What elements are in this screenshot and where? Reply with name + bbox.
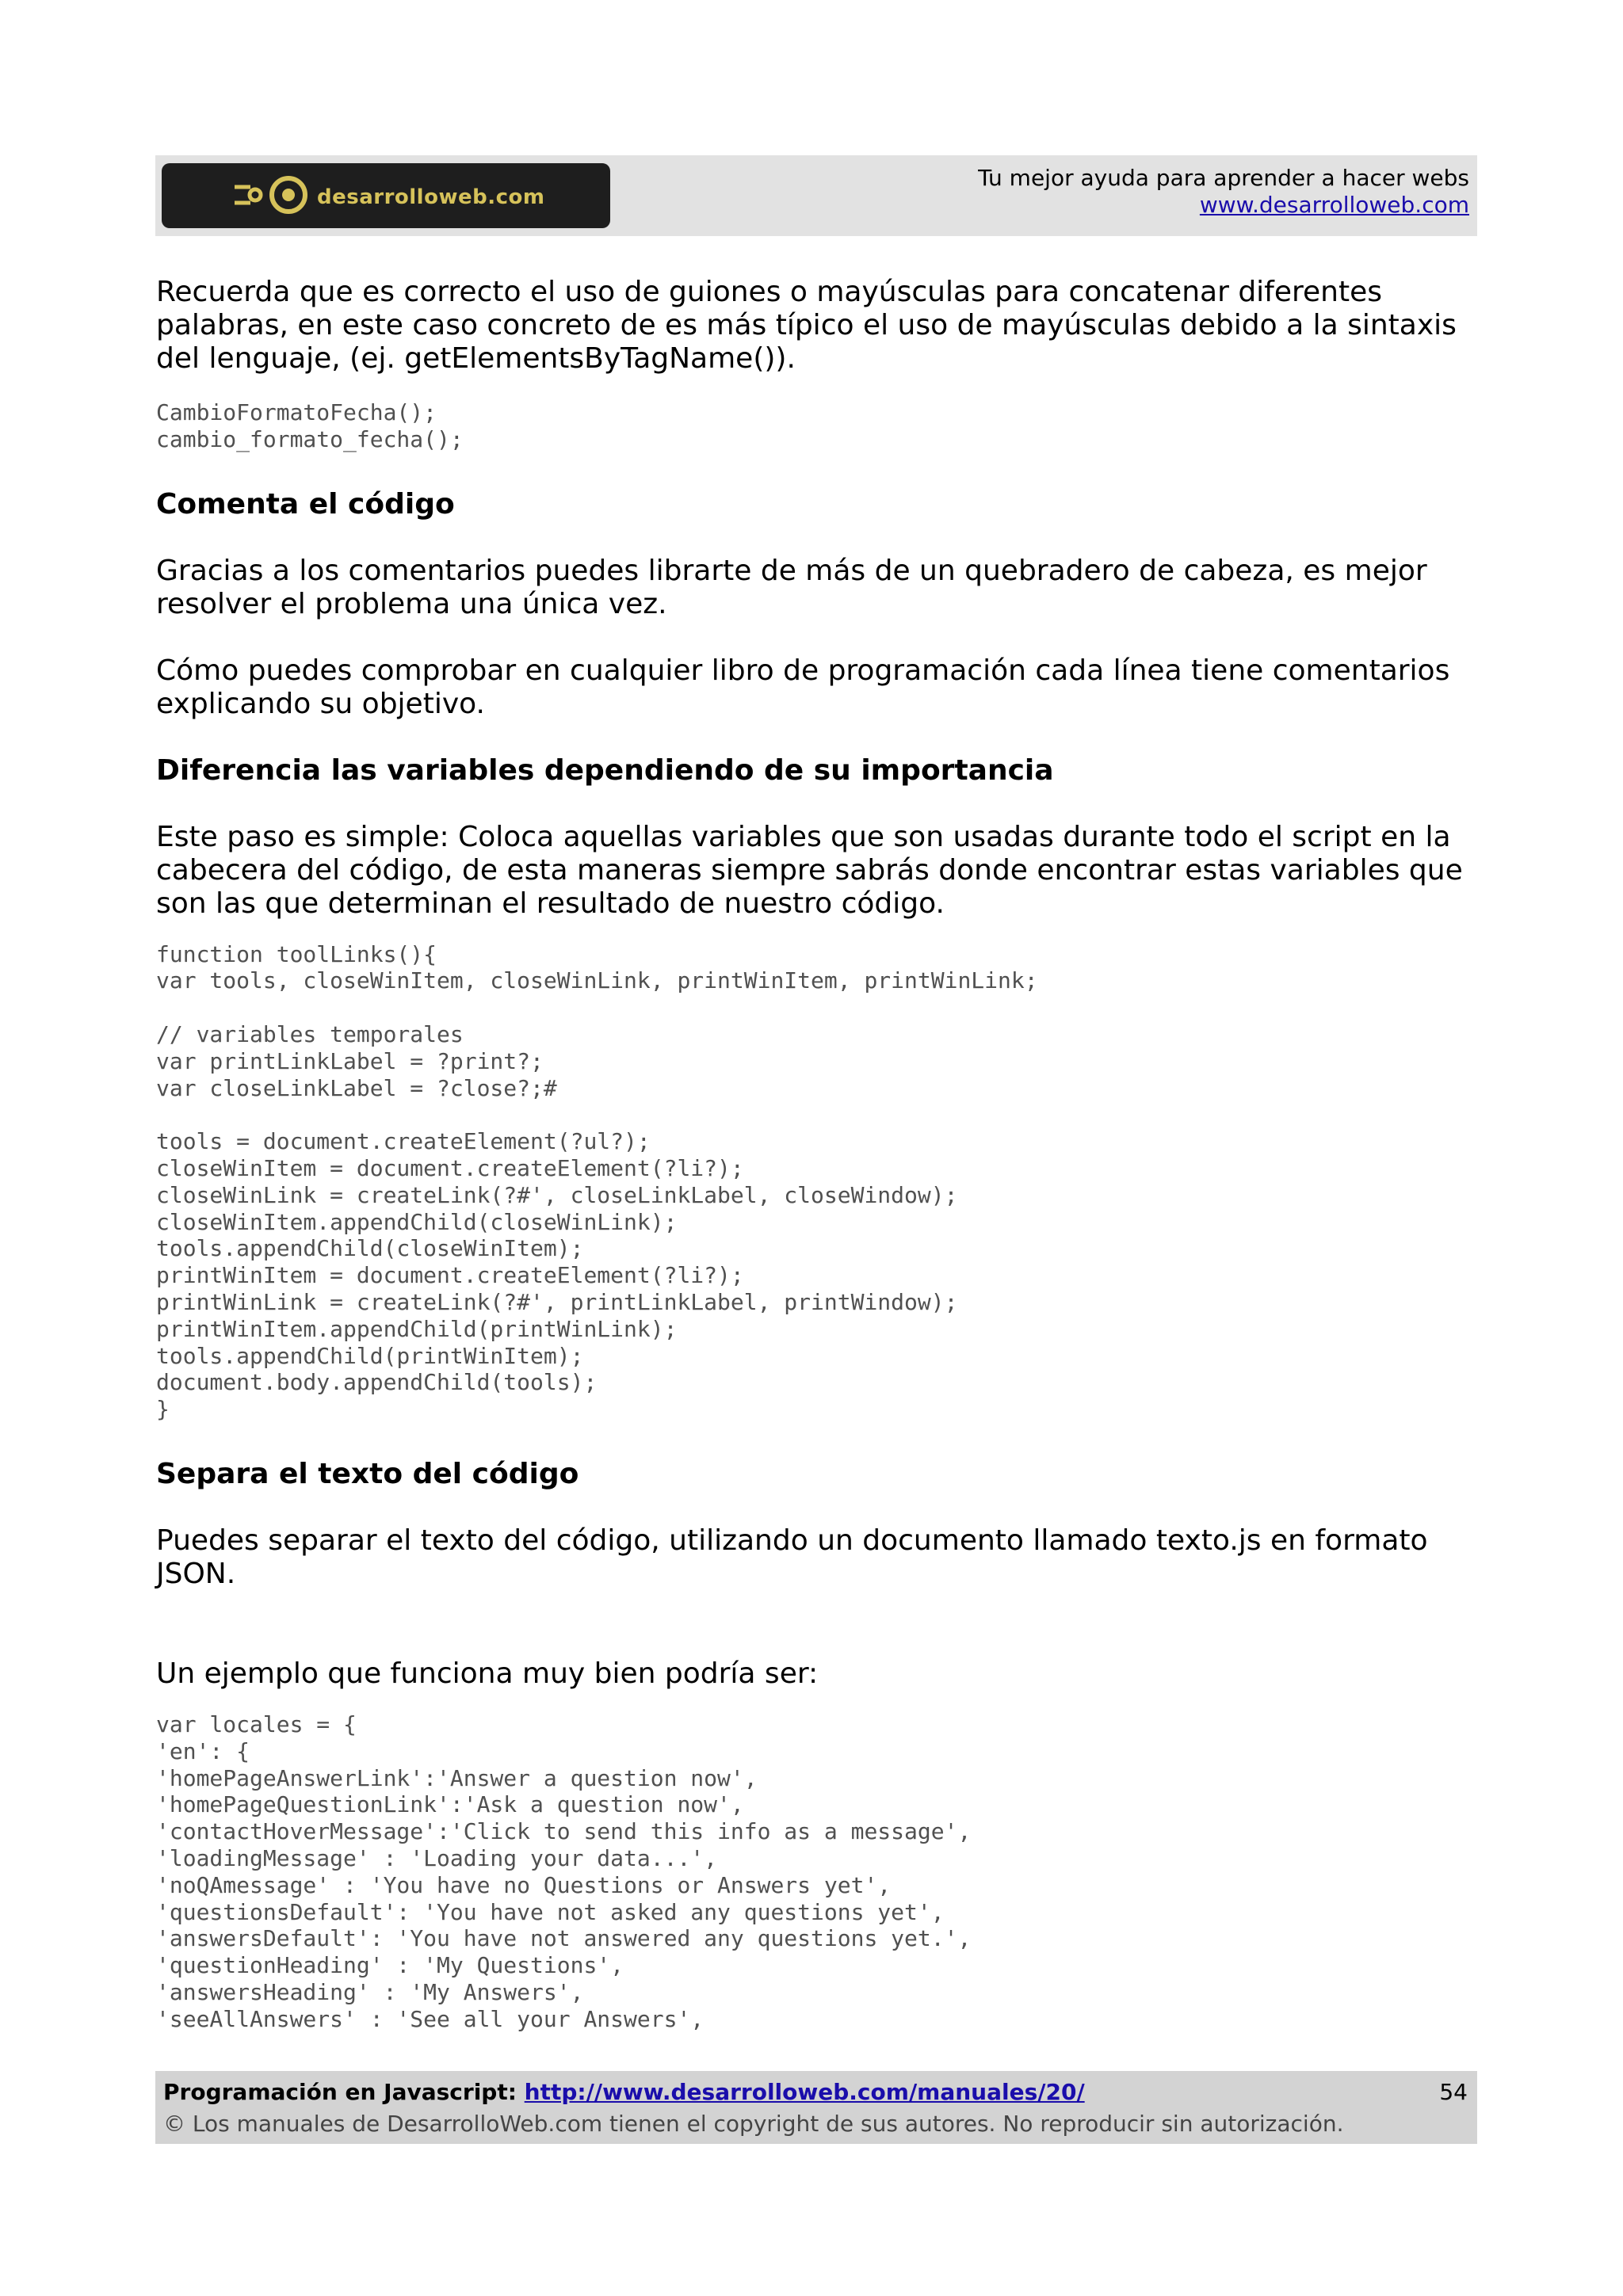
code-block: function toolLinks(){ var tools, closeWinItem, closeWinLink, printWinItem, printWinLink; // variables temporales var printLinkLabel = ?print?; var closeLinkLabel = ?close?;# tools = document.createElement(?ul?); closeWinItem = document.createElement(?li?); closeWinLink = createLink(?#', closeLinkLabel, closeWindow); closeWinItem.appendChild(closeWinLink); tools.appendChild(closeWinItem); printWinItem = document.createElement(?li?); printWinLink = createLink(?#', printLinkLabel, printWindow); printWinItem.appendChild(printWinLink); tools.appendChild(printWinItem); document.body.appendChild(tools); } [156,940,1038,1423]
section-heading: Comenta el código [156,487,455,521]
page-header [155,155,1477,236]
page-content [156,276,1480,2033]
paragraph: Recuerda que es correcto el uso de guiones o mayúsculas para concatenar diferentes palabras, en este caso concreto de es más típico el uso de mayúsculas debido a la sintaxis del lenguaje, (ej. getElementsByTagName()). [156,276,1457,375]
footer-copyright: © Los manuales de DesarrolloWeb.com tienen el copyright de sus autores. No reproducir sin autorización. [163,2111,1344,2137]
page-footer [155,2071,1477,2144]
paragraph: Cómo puedes comprobar en cualquier libro de programación cada línea tiene comentarios explicando su objetivo. [156,654,1450,720]
logo-text: desarrolloweb.com [317,185,545,209]
section-heading: Separa el texto del código [156,1457,579,1490]
tagline-text: Tu mejor ayuda para aprender a hacer webs [978,165,1469,191]
header-tagline [978,165,1469,219]
footer-title: Programación en Javascript: [163,2079,517,2105]
logo-mark-icon [233,176,312,215]
paragraph: Puedes separar el texto del código, utilizando un documento llamado texto.js en formato JSON. [156,1524,1428,1590]
site-link[interactable]: www.desarrolloweb.com [1199,192,1469,218]
code-block: var locales = { 'en': { 'homePageAnswerLink':'Answer a question now', 'homePageQuestionLink':'Ask a question now', 'contactHoverMessage':'Click to send this info as a message', 'loadingMessage' : 'Loading your data...', 'noQAmessage' : 'You have no Questions or Answers yet', 'questionsDefault': 'You have not asked any questions yet', 'answersDefault': 'You have not answered any questions yet.', 'questionHeading' : 'My Questions', 'answersHeading' : 'My Answers', 'seeAllAnswers' : 'See all your Answers', [156,1711,972,2032]
code-block: CambioFormatoFecha(); cambio_formato_fecha(); [156,399,464,452]
site-logo[interactable] [162,163,610,228]
footer-title-line [163,2079,1085,2105]
paragraph: Gracias a los comentarios puedes librarte de más de un quebradero de cabeza, es mejor resolver el problema una única vez. [156,554,1427,620]
footer-link[interactable]: http://www.desarrolloweb.com/manuales/20/ [524,2079,1085,2105]
paragraph: Un ejemplo que funciona muy bien podría ser: [156,1657,819,1690]
paragraph: Este paso es simple: Coloca aquellas variables que son usadas durante todo el script en la cabecera del código, de esta maneras siempre sabrás donde encontrar estas variables que son las que determinan el resultado de nuestro código. [156,820,1463,920]
page-number: 54 [1439,2079,1468,2105]
section-heading: Diferencia las variables dependiendo de su importancia [156,753,1054,787]
